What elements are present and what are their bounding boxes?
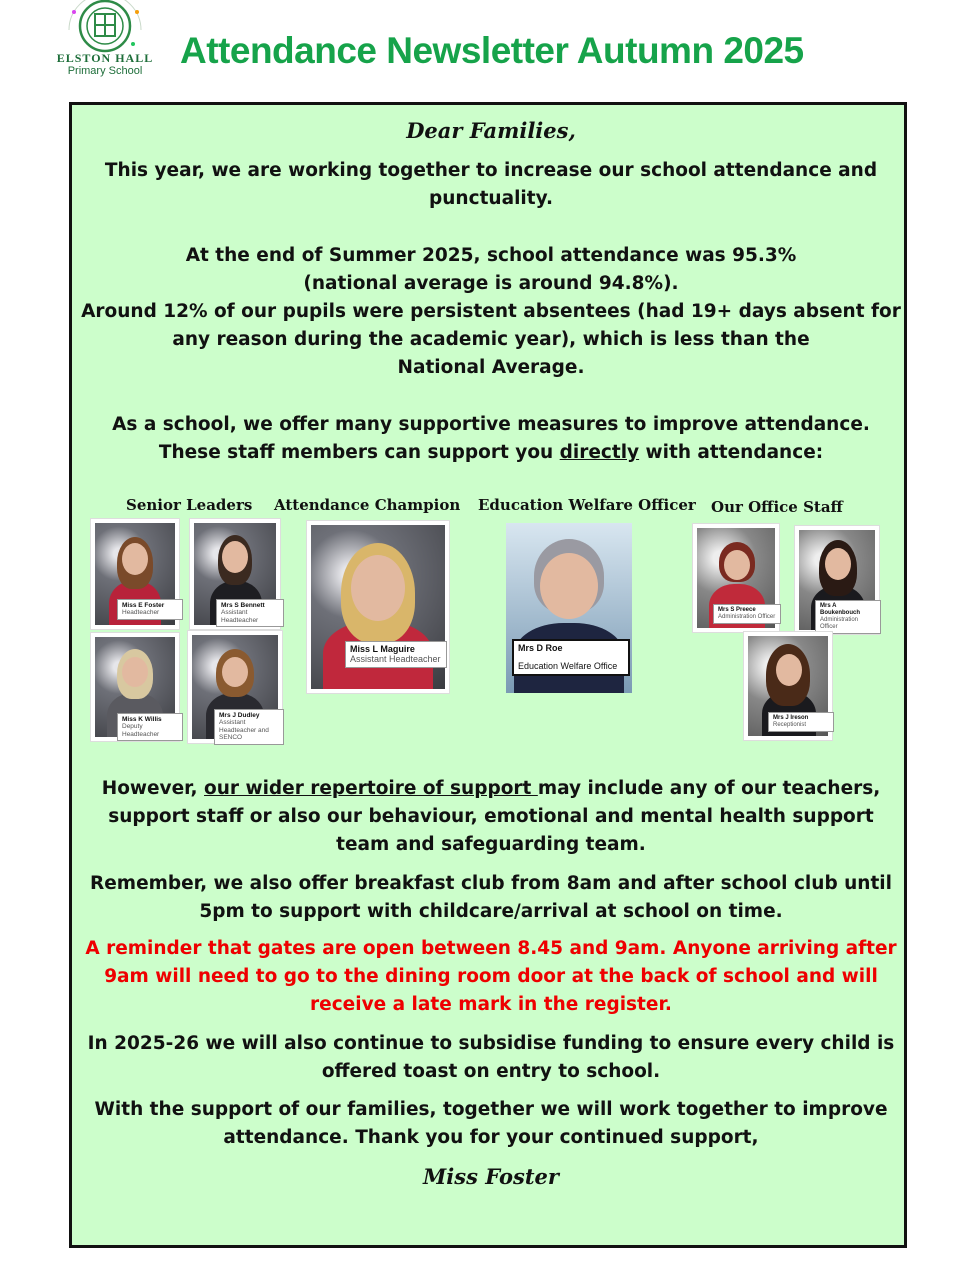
staff-name: Mrs A Boukenbouch	[820, 603, 860, 616]
support-line: team and safeguarding team.	[336, 834, 646, 855]
caption-education-welfare-officer: Education Welfare Officer	[478, 496, 696, 514]
caption-office-staff: Our Office Staff	[711, 498, 843, 516]
stats-line: National Average.	[397, 357, 585, 378]
staff-photo	[189, 518, 281, 630]
closing-line: With the support of our families, together we will work together to improve	[94, 1099, 888, 1120]
staff-name: Miss E Foster	[122, 602, 165, 609]
funding-line: In 2025-26 we will also continue to subsidise funding to ensure every child is	[87, 1033, 895, 1054]
logo-school-name: ELSTON HALL	[56, 51, 154, 65]
stats-line: Around 12% of our pupils were persistent absentees (had 19+ days absent for	[81, 301, 901, 322]
support-line	[72, 775, 910, 803]
support-line-emphasis: our wider repertoire of support	[204, 778, 538, 799]
stats-line: (national average is around 94.8%).	[303, 273, 679, 294]
staff-photo	[90, 518, 180, 630]
reminder-line: 9am will need to go to the dining room door at the back of school and will	[104, 966, 878, 987]
support-line-start: However,	[101, 778, 205, 799]
closing-paragraph	[72, 1096, 910, 1152]
staff-role: Assistant Headteacher and SENCO	[219, 719, 269, 742]
measures-line: As a school, we offer many supportive measures to improve attendance.	[112, 414, 870, 435]
reminder-line: receive a late mark in the register.	[310, 994, 672, 1015]
funding-paragraph	[72, 1030, 910, 1086]
staff-support-line	[72, 439, 910, 467]
staff-photo-large	[506, 523, 632, 693]
intro-paragraph	[72, 157, 910, 213]
staff-role: Administration Officer	[820, 616, 859, 630]
staff-photo	[90, 632, 180, 742]
staff-role: Education Welfare Office	[518, 661, 618, 672]
staff-photo-large	[306, 520, 450, 694]
staff-name: Mrs D Roe	[518, 643, 563, 653]
clubs-paragraph	[72, 870, 910, 926]
staff-line-emphasis: directly	[559, 442, 640, 463]
support-line: support staff or also our behaviour, emotional and mental health support	[108, 806, 874, 827]
support-line-end: may include any of our teachers,	[537, 778, 881, 799]
caption-attendance-champion: Attendance Champion	[274, 496, 461, 514]
stats-line: any reason during the academic year), which is less than the	[172, 329, 810, 350]
stats-paragraph	[72, 242, 910, 382]
staff-photo	[692, 523, 780, 633]
reminder-line: A reminder that gates are open between 8.45 and 9am. Anyone arriving after	[85, 938, 897, 959]
staff-name: Miss L Maguire	[350, 644, 415, 654]
staff-role: Assistant Headteacher	[221, 609, 259, 624]
staff-photo	[743, 631, 833, 741]
staff-name: Mrs S Preece	[718, 607, 756, 613]
staff-role: Assistant Headteacher	[350, 654, 441, 665]
clubs-line: 5pm to support with childcare/arrival at school on time.	[199, 901, 783, 922]
staff-line-end: with attendance:	[639, 442, 824, 463]
newsletter-panel	[69, 102, 907, 1248]
funding-line: offered toast on entry to school.	[321, 1061, 661, 1082]
stats-line: At the end of Summer 2025, school attendance was 95.3%	[185, 245, 797, 266]
staff-photo	[187, 630, 283, 744]
staff-role: Receptionist	[773, 721, 807, 728]
clubs-line: Remember, we also offer breakfast club from 8am and after school club until	[90, 873, 892, 894]
reminder-paragraph	[72, 935, 910, 1019]
signature: Miss Foster	[423, 1164, 559, 1189]
staff-name: Mrs J Ireson	[773, 715, 809, 721]
staff-role: Deputy Headteacher	[122, 723, 160, 738]
staff-role: Administration Officer	[718, 613, 776, 620]
staff-name: Mrs S Bennett	[221, 602, 265, 609]
caption-senior-leaders: Senior Leaders	[126, 496, 253, 514]
greeting: Dear Families,	[406, 118, 576, 143]
intro-line: This year, we are working together to increase our school attendance and	[104, 160, 878, 181]
staff-role: Headteacher	[122, 609, 160, 617]
staff-name: Mrs J Dudley	[219, 712, 260, 719]
support-paragraph	[72, 775, 910, 859]
staff-name: Miss K Willis	[122, 716, 162, 723]
newsletter-title: Attendance Newsletter Autumn 2025	[180, 30, 804, 71]
intro-line: punctuality.	[429, 188, 553, 209]
logo-caption	[52, 52, 158, 77]
logo-school-type: Primary School	[67, 65, 143, 78]
closing-line: attendance. Thank you for your continued support,	[223, 1127, 759, 1148]
measures-paragraph	[72, 411, 910, 467]
staff-photo	[794, 525, 880, 635]
staff-line-start: These staff members can support you	[158, 442, 560, 463]
